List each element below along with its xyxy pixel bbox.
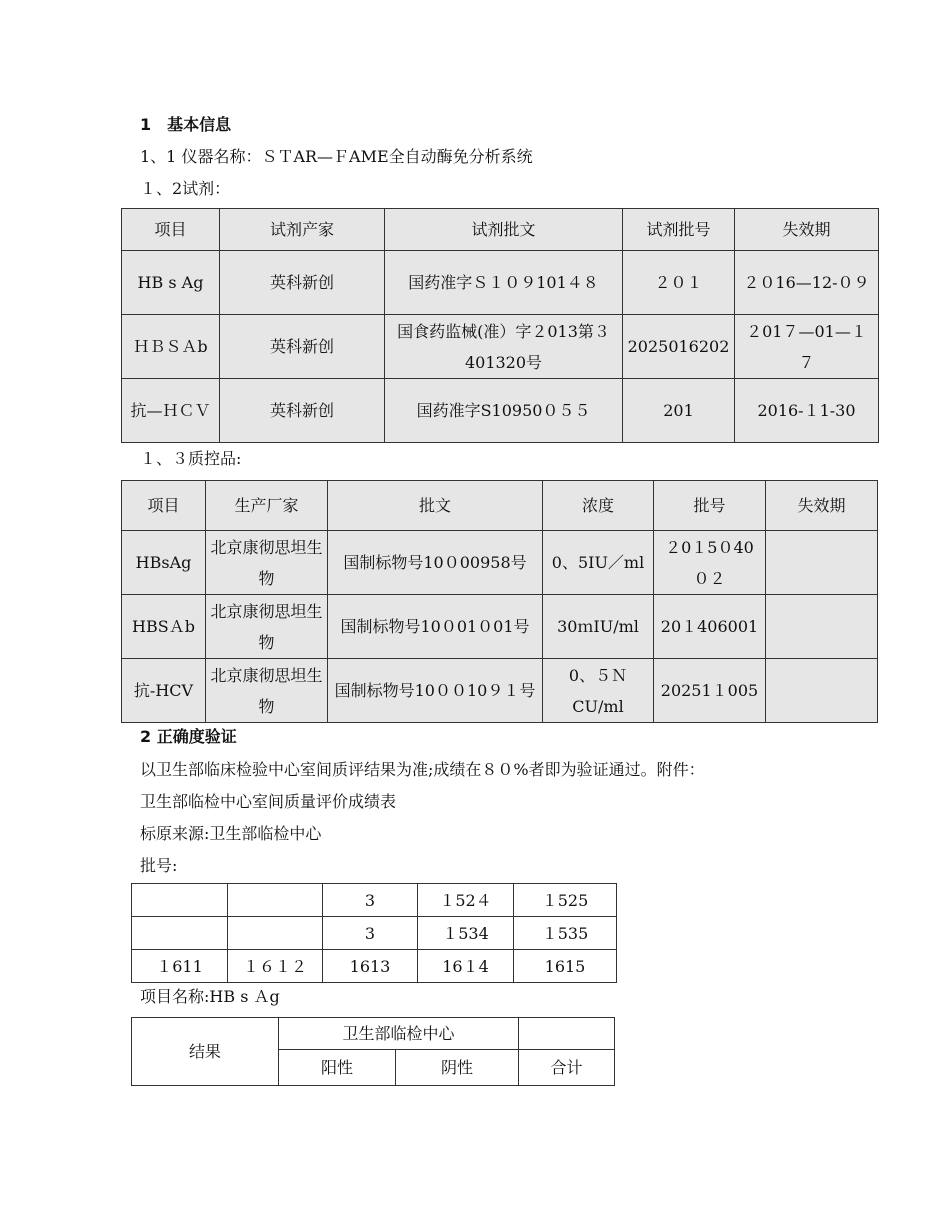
table-cell [228,884,323,917]
table-cell: 国药准字Ｓ１０９101４８ [385,251,623,315]
batch-label: 批号: [140,856,178,875]
table-cell: HBSＡb [122,595,206,659]
table-cell: 国制标物号10００10９１号 [328,659,543,723]
batch-table [131,883,617,983]
table-row [132,884,617,917]
table-cell: 20251１005 [654,659,766,723]
table-row [122,315,879,379]
table-row [122,379,879,443]
table-cell: ＨＢＳＡb [122,315,220,379]
reagent-table [121,208,879,443]
positive-cell: 阳性 [279,1050,396,1086]
result-table [131,1017,615,1086]
instrument-name: 1、1 仪器名称：ＳＴAR—ＦAME全自动酶免分析系统 [140,147,533,166]
table-cell [766,659,878,723]
table-row [122,659,878,723]
reagent-header-cell: 试剂批文 [385,209,623,251]
result-label-cell: 结果 [132,1018,279,1086]
table-cell: 国药准字S10950０５５ [385,379,623,443]
qc-header-cell: 生产厂家 [206,481,328,531]
table-cell: 英科新创 [220,251,385,315]
table-row [132,950,617,983]
table-cell: 20１406001 [654,595,766,659]
table-cell: 抗—ＨＣＶ [122,379,220,443]
qc-table [121,480,878,723]
negative-cell: 阴性 [396,1050,519,1086]
table-cell: 0、5IU／ml [543,531,654,595]
reagent-header-cell: 试剂产家 [220,209,385,251]
table-cell: ２０16—12-０９ [735,251,879,315]
table-cell: 0、５ＮCU/ml [543,659,654,723]
qc-header-cell: 浓度 [543,481,654,531]
table-cell: 北京康彻思坦生物 [206,659,328,723]
table-cell: 英科新创 [220,379,385,443]
table-cell: 1615 [514,950,617,983]
table-cell: １534 [418,917,514,950]
item-name: 项目名称:HB s Ａg [140,987,280,1006]
table-cell: １525 [514,884,617,917]
qc-header-row [122,481,878,531]
table-cell: 2016-１1-30 [735,379,879,443]
table-cell: 抗-HCV [122,659,206,723]
section1-heading: 1 基本信息 [140,115,232,134]
section2-heading: 2 正确度验证 [140,727,237,746]
table-cell: HBsAg [122,531,206,595]
table-cell [766,531,878,595]
table-cell: 国制标物号10０00958号 [328,531,543,595]
table-cell: １535 [514,917,617,950]
total-cell: 合计 [519,1050,615,1086]
reagent-header-cell: 失效期 [735,209,879,251]
table-cell [228,917,323,950]
table-cell: １52４ [418,884,514,917]
table-cell [519,1018,615,1050]
table-row [122,595,878,659]
attachment-title: 卫生部临检中心室间质量评价成绩表 [140,792,397,811]
table-cell: HB s Ag [122,251,220,315]
qc-header-cell: 批号 [654,481,766,531]
reagent-title: １、2试剂： [140,179,231,198]
table-cell: １611 [132,950,228,983]
qc-header-cell: 失效期 [766,481,878,531]
table-cell: 国食药监械(准）字２013第３401320号 [385,315,623,379]
table-row [132,1018,615,1050]
qc-title: １、３质控品: [140,449,242,468]
table-cell: 3 [323,917,418,950]
table-cell: ２01７—01—１７ [735,315,879,379]
qc-header-cell: 批文 [328,481,543,531]
table-cell: ２0１5０40０２ [654,531,766,595]
reagent-header-row [122,209,879,251]
table-cell [132,884,228,917]
table-cell: 1613 [323,950,418,983]
table-cell [132,917,228,950]
table-row [122,251,879,315]
qc-header-cell: 项目 [122,481,206,531]
table-cell: 北京康彻思坦生物 [206,531,328,595]
table-cell: 北京康彻思坦生物 [206,595,328,659]
center-label-cell: 卫生部临检中心 [279,1018,519,1050]
reagent-header-cell: 试剂批号 [623,209,735,251]
table-cell: 30ｍIU/ml [543,595,654,659]
table-cell [766,595,878,659]
table-cell: 16１4 [418,950,514,983]
reagent-header-cell: 项目 [122,209,220,251]
table-cell: １６１２ [228,950,323,983]
table-cell: 英科新创 [220,315,385,379]
table-cell: ２０１ [623,251,735,315]
verification-paragraph: 以卫生部临床检验中心室间质评结果为准;成绩在８０%者即为验证通过。附件： [140,760,705,779]
table-cell: 国制标物号10０01０01号 [328,595,543,659]
table-cell: 201 [623,379,735,443]
table-row [132,917,617,950]
table-cell: 2025016202 [623,315,735,379]
table-cell: 3 [323,884,418,917]
sample-source: 标原来源:卫生部临检中心 [140,824,322,843]
table-row [122,531,878,595]
